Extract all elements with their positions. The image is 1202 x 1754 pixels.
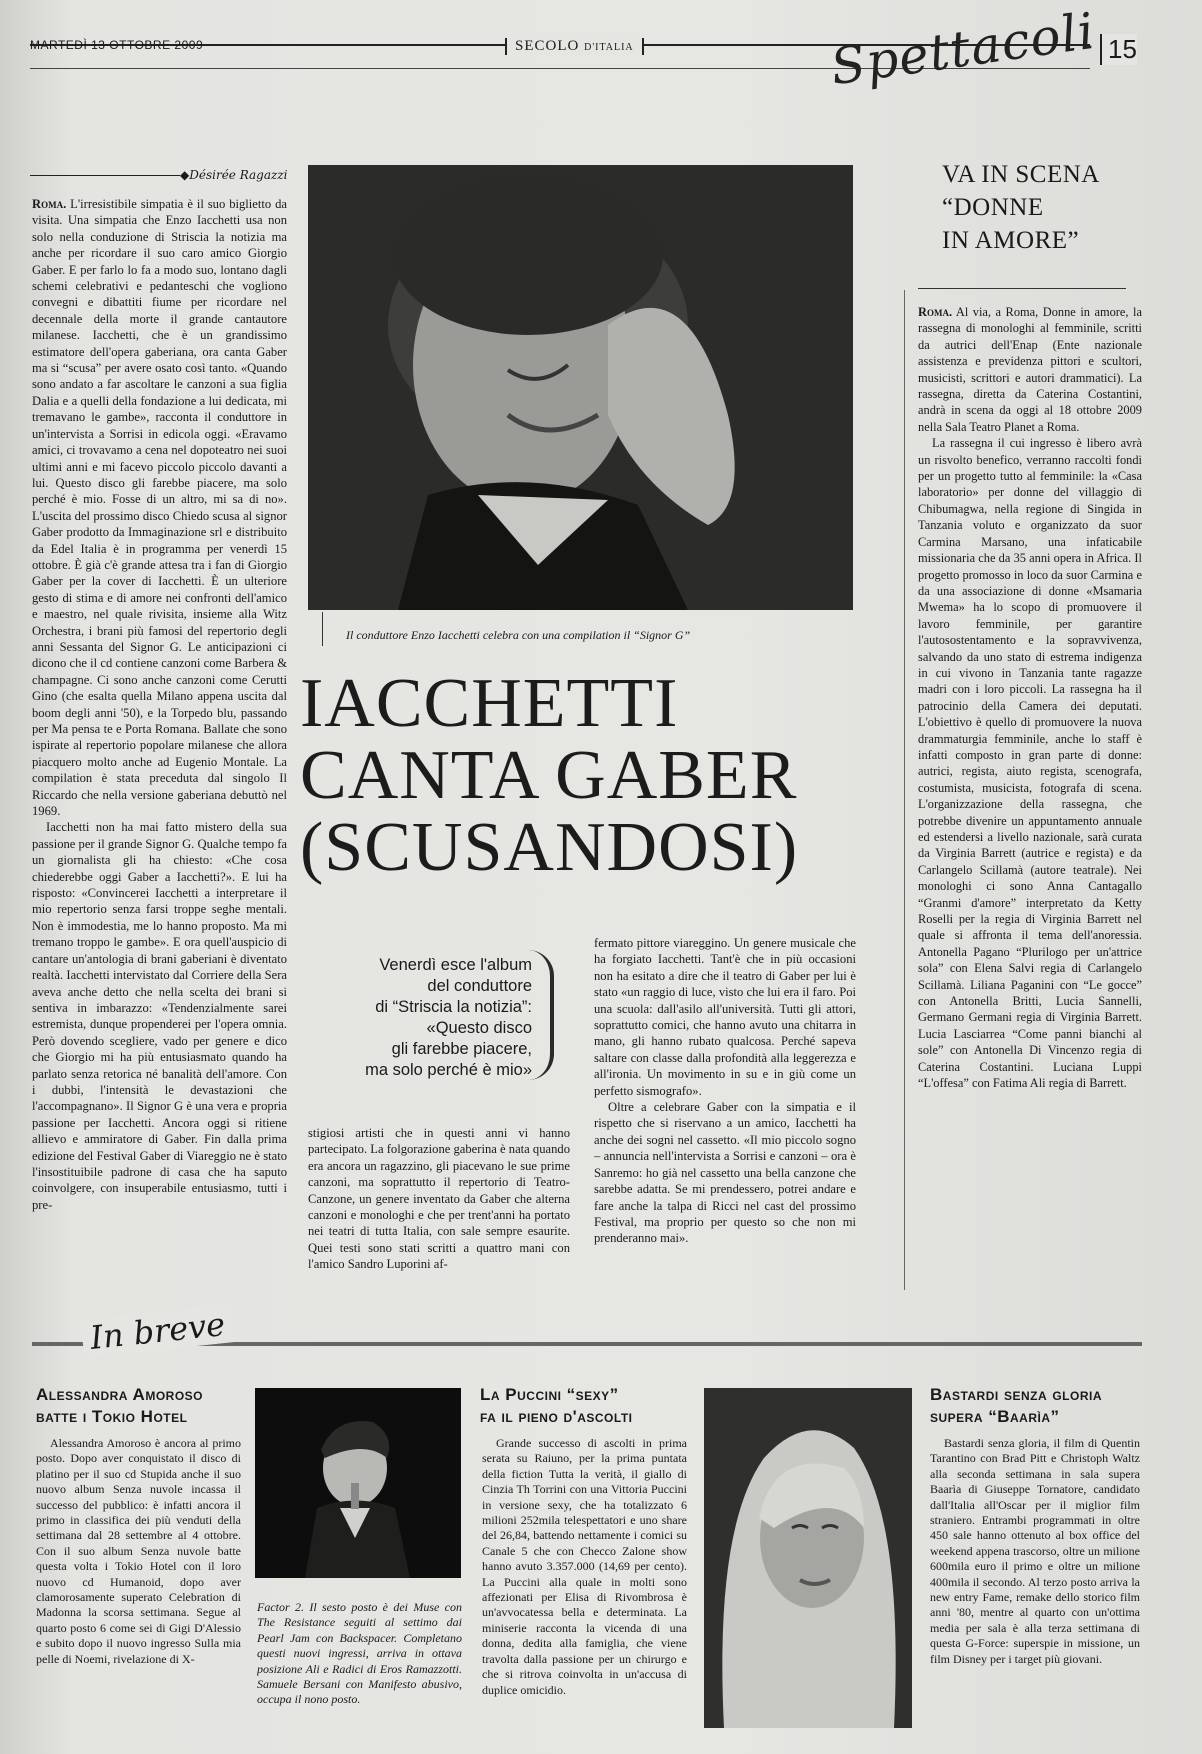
amoroso-photo [255, 1388, 461, 1578]
sidebar-title [942, 158, 1100, 257]
byline-rule [30, 175, 180, 176]
puccini-photo [704, 1388, 912, 1728]
dateline: Roma. [32, 197, 67, 211]
article-paragraph: Iacchetti non ha mai fatto mistero della sua passione per il grande Signor G. Qualche tempo fa un giornalista gli ha chiesto: «Che cosa chiederebbe oggi Gaber a Iacchetti?». E lui ha risposto: «Convincerei Iacchetti a interpretare il mio repertorio senza farsi troppe seghe mentali. Non è immodestia, me lo hanno proposto. Ma mi tremano troppo le gambe». E ora quell'auspicio di cantare un'antologia di brani gaberiani è diventato realtà. Iacchetti intervistato dal Corriere della Sera aveva anche detto che nella scelta dei brani si sentiva in imbarazzo: «Tendenzialmente sarei estremista, dunque propenderei per l'opera omnia. Però dovendo scegliere, vado per genere e dico che Giorgio mi ha più entusiasmato quando ha parlato senza retorica né banalità dell'amore. Con i dubbi, l'intensità le devastazioni che l'accompagnano». Il Signor G è una vera e propria passione per Iacchetti. Ancora oggi si ritiene allievo e ammiratore di Gaber. Fin dalla prima edizione del Festival Gaber di Viareggio ne è stato l'insostituibile padrone di casa che ha saputo coinvolgere, con insuperabile entusiasmo, tutti i pre- [32, 820, 287, 1212]
brief-title-line: La Puccini “sexy” [480, 1385, 619, 1404]
article-paragraph: fermato pittore viareggino. Un genere musicale che ha forgiato Iacchetti. Tant'è che in più occasioni non ha esitato a dire che il teatro di Gaber per lui è stato «un raggio di luce, visto che lui era il faro. Poi una scuola: dall'asilo all'università. Tutti gli attori, soprattutto comici, che hanno avuto una chitarra in mano, gli hanno rubato qualcosa. Perché sapeva saltare con classe dalla profondità alla leggerezza e all'ironia. Un movimento in su e in giù come un perfetto sismografo». [594, 936, 856, 1098]
sidebar-paragraph: La rassegna il cui ingresso è libero avrà un risvolto benefico, verranno raccolti fondi per un progetto tutto al femminile: la «Casa laboratorio» per donne del villaggio di Chibumagwa, nella regione di Singida in Tanzania voluto e organizzato da suor Carmina Marsano, una infaticabile missionaria che da 35 anni opera in Africa. Il progetto promosso in loco da suor Carmina e da una associazione di donne «Msamaria Mwema» ha lo scopo di promuovere il lavoro femminile, per garantire l'autosostentamento e la sopravvivenza, salvando da uno stato di estrema indigenza in cui vivono in Tanzania tante ragazze madri con i loro piccoli. La rassegna ha il patrocinio della Camera dei deputati. L'obiettivo è quello di promuovere la nuova drammaturgia femminile, anche lo staff è infatti composto in gran parte di donne: autrici, regista, aiuto regista, scenografa, costumista, musicista, fotografa di scena. L'organizzazione della rassegna, che potrebbe divenire un appuntamento annuale ed estendersi a livello nazionale, sarà curata da Virginia Barrett (autrice e regista) e da Carlangelo Scillamà (autore teatrale). Nei monologhi ci sono Anna Cantagallo “Granmi d'amore” interpretato da Ketty Roselli per la regia di Virginia Barrett nel quale si affronta il tema dell'anoressia. Antonella Pagano “Plurilogo per un'attrice sola” con Elena Salvi regia di Carlangelo Scillamà. Liliana Paganini con “Le gocce” con Antonella Britti, Lucia Sannelli, Germano Germani regia di Virginia Barrett. Lucia Lasciarrea “Come panni bianchi al sole” con Antonella Di Vincenzo regia di Caterina Costantini. Luciana Luppi “L'offesa” con Fatima Ali regia di Barrett. [918, 436, 1142, 1091]
newspaper-name-main: SECOLO [515, 38, 580, 54]
headline-line: (SCUSANDOSI) [300, 809, 799, 886]
article-paragraph: stigiosi artisti che in questi anni vi hanno partecipato. La folgorazione gaberina è nata quando era ancora un ragazzino, gli piacevano le sue prime canzoni, ma soprattutto il repertorio di Teatro-Canzone, un genere inventato da Gaber che alterna canzoni e monologhi e che per trent'anni ha portato nei teatri di tutta Italia, con sale sempre esaurite. Quei testi sono stati scritti a quattro mani con l'amico Sandro Luporini af- [308, 1126, 570, 1272]
brief-title [480, 1384, 690, 1428]
brief-title-line: fa il pieno d'ascolti [480, 1407, 633, 1426]
amoroso-caption [257, 1600, 462, 1736]
sidebar-text [918, 304, 1142, 1300]
in-breve-label: In breve [80, 1304, 234, 1358]
article-text: L'irresistibile simpatia è il suo biglietto da visita. Una simpatia che Enzo Iacchetti usa non solo nella conduzione di Striscia la notizia ma anche per ricordare il suo caro amico Giorgio Gaber. E per farlo lo fa a modo suo, lontano dagli schemi celebrativi e pedanteschi che vogliono convegni e dibattiti fiume per ricordare nel decennale della morte il grande cantautore milanese. Iacchetti, che è un grandissimo estimatore dell'opera gaberiana, ora canta Gaber ma si “scusa” per avere osato così tanto. «Quando sono andato a far ascoltare le canzoni a sua figlia Dalia e a quelli della fondazione a lui dedicata, mi tremavano le gambe», racconta il conduttore in un'intervista a Sorrisi in edicola oggi. «Eravamo amici, ci trovavamo a cena nel dopoteatro nei suoi ultimi anni e mi facevo piccolo piccolo davanti a lui. Questo disco gli farebbe piacere, ma solo perché è mio. Fosse di un altro, mi sa di no». L'uscita del prossimo disco Chiedo scusa al signor Gaber prodotto da Immaginazione srl e distribuito da Edel Italia è in programma per venerdì 15 ottobre. È già c'è grande attesa tra i fan di Giorgio Gaber per la cover di Iacchetti. È un ulteriore gesto di stima e di amore nei confronti dell'amico e maestro, nel quale rivisita, insieme alla Witz Orchestra, i brani più famosi del repertorio degli anni Sessanta del Signor G. Le anticipazioni ci dicono che il cd contiene canzoni come Barbera & champagne. Ci sono anche canzoni come Cerutti Gino (che esalta quella Milano appena uscita dal boom degli anni '50), e la Torpedo blu, passando per Ma pensa te e Porta Romana. Ballate che sono ispirate al repertorio popolare milanese che allora piacquero molto anche ad Eugenio Montale. La compilation è stata preceduta dal singolo Il Riccardo che nella versione gaberiana debuttò nel 1969. [32, 197, 287, 819]
article-column-3 [594, 935, 856, 1297]
iacchetti-portrait-image [308, 165, 853, 610]
caption-rule [322, 612, 323, 646]
headline [300, 665, 870, 886]
section-title: Spettacoli [827, 1, 1099, 97]
pull-quote [340, 955, 532, 1081]
brief-paragraph: Alessandra Amoroso è ancora al primo posto. Dopo aver conquistato il disco di platino per il suo cd Stupida anche il suo nuovo album Senza nuvole incassa il successo del pubblico: è infatti ancora il primo in classifica dei più venduti della settimana dal 28 settembre al 4 ottobre. Con il suo album Senza nuvole batte questa volta i Tokio Hotel con il loro nuovo cd Humanoid, dopo aver clamorosamente superato Celebration di Madonna la scorsa settimana. Segue al quarto posto 6 come sei di Gigi D'Alessio e subito dopo il nuovo ingresso Sulla mia pelle di Noemi, rivelazione di X- [36, 1436, 241, 1666]
pull-quote-line: di “Striscia la notizia”: [375, 998, 532, 1016]
sidebar-paragraph [918, 304, 1142, 435]
headline-line: IACCHETTI [300, 665, 679, 742]
brief-title-line: Bastardi senza gloria [930, 1385, 1102, 1404]
pull-quote-bracket [528, 950, 554, 1080]
page-number: 15 [1100, 34, 1137, 65]
sidebar-title-line: VA IN SCENA [942, 161, 1100, 188]
headline-line: CANTA GABER [300, 737, 798, 814]
sidebar-rule [918, 288, 1126, 289]
photo-caption: Il conduttore Enzo Iacchetti celebra con una compilation il “Signor G” [346, 628, 691, 642]
article-paragraph [32, 196, 287, 819]
brief-title-line: supera “Baarìa” [930, 1407, 1060, 1426]
article-column-2 [308, 1125, 570, 1300]
sidebar-dateline: Roma. [918, 305, 953, 319]
brief-title-line: Alessandra Amoroso [36, 1385, 203, 1404]
article-paragraph: Oltre a celebrare Gaber con la simpatia e il rispetto che si riservano a un amico, Iacchetti ha anche dei sogni nel cassetto. «Il mio piccolo sogno – annuncia nell'intervista a Sorrisi e canzoni – ora è Sanremo: ho già nel cassetto una bella canzone che sarebbe adatta. Se mi prendessero, potrei andare e fare anche la talpa di Ricci nel cast del prossimo Festival, ma proprio per questo so che non mi prenderanno mai». [594, 1100, 856, 1246]
article-column-1 [32, 196, 287, 1296]
puccini-image [704, 1388, 912, 1728]
pull-quote-line: ma solo perché è mio» [365, 1061, 532, 1079]
pull-quote-line: gli farebbe piacere, [391, 1040, 532, 1058]
byline: ◆ Désirée Ragazzi [180, 168, 288, 182]
brief-title-line: batte i Tokio Hotel [36, 1407, 188, 1426]
pull-quote-line: del conduttore [427, 977, 532, 995]
sidebar-text-body: Al via, a Roma, Donne in amore, la rassegna di monologhi al femminile, scritti da autrici dell'Enap (Ente nazionale assistenza e previdenza pittori e scultori, musicisti, scrittori e autori drammatici). La rassegna, diretta da Caterina Costantini, andrà in scena da oggi al 18 ottobre 2009 nella Sala Teatro Planet a Roma. [918, 305, 1142, 434]
brief-title [930, 1384, 1145, 1428]
brief-text [36, 1436, 241, 1736]
brief-text [930, 1436, 1140, 1736]
pull-quote-line: Venerdì esce l'album [379, 956, 532, 974]
brief-paragraph: Bastardi senza gloria, il film di Quentin Tarantino con Brad Pitt e Christoph Waltz alla seconda settimana in sala supera Baarìa di Giuseppe Tornatore, candidato dall'Italia all'Oscar per il miglior film straniero. Entrambi programmati in oltre 450 sale hanno ottenuto al box office del weekend appena trascorso, oltre un milione 600mila euro il primo e oltre un milione 400mila il secondo. Al terzo posto arriva la new entry Fame, remake dello storico film anni '80, mentre al quarto con un'ottima media per sala è alla terza settimana di questa G-Force: superspie in missione, un film Disney per i target più giovani. [930, 1436, 1140, 1666]
brief-paragraph: Grande successo di ascolti in prima serata su Raiuno, per la prima puntata della fiction Tutta la verità, il giallo di Cinzia Th Torrini con una Vittoria Puccini in versione sexy, che ha totalizzato 6 milioni 252mila telespettatori e uno share del 26,84, battendo nettamente i comici su Canale 5 che con Checco Zalone show hanno avuto 3.357.000 (14,69 per cento). La Puccini alla quale in molti sono affezionati per Elisa di Rivombrosa è un'avvocatessa bella e determinata. La miniserie racconta la vicenda di una donna, dedita alla famiglia, che viene travolta dalla passione per un chirurgo e che si ritrova coinvolta in un'accusa di duplice omicidio. [482, 1436, 687, 1697]
sidebar-title-line: “DONNE [942, 194, 1044, 221]
sidebar-divider [904, 290, 905, 1290]
brief-text [482, 1436, 687, 1736]
iacchetti-photo [308, 165, 853, 610]
brief-title [36, 1384, 246, 1428]
pull-quote-line: «Questo disco [426, 1019, 532, 1037]
sidebar-title-line: IN AMORE” [942, 227, 1080, 254]
amoroso-image [255, 1388, 461, 1578]
newspaper-name [505, 38, 644, 55]
brief-paragraph: Factor 2. Il sesto posto è dei Muse con The Resistance seguiti al settimo dai Pearl Jam con Backspacer. Completano questi nuovi ingressi, arriva in ottava posizione Ali e Radici di Eros Ramazzotti. Samuele Bersani con Manifesto abusivo, occupa il nono posto. [257, 1600, 462, 1707]
newspaper-name-suffix: D'ITALIA [584, 42, 634, 53]
issue-date: MARTEDÌ 13 OTTOBRE 2009 [30, 38, 204, 52]
